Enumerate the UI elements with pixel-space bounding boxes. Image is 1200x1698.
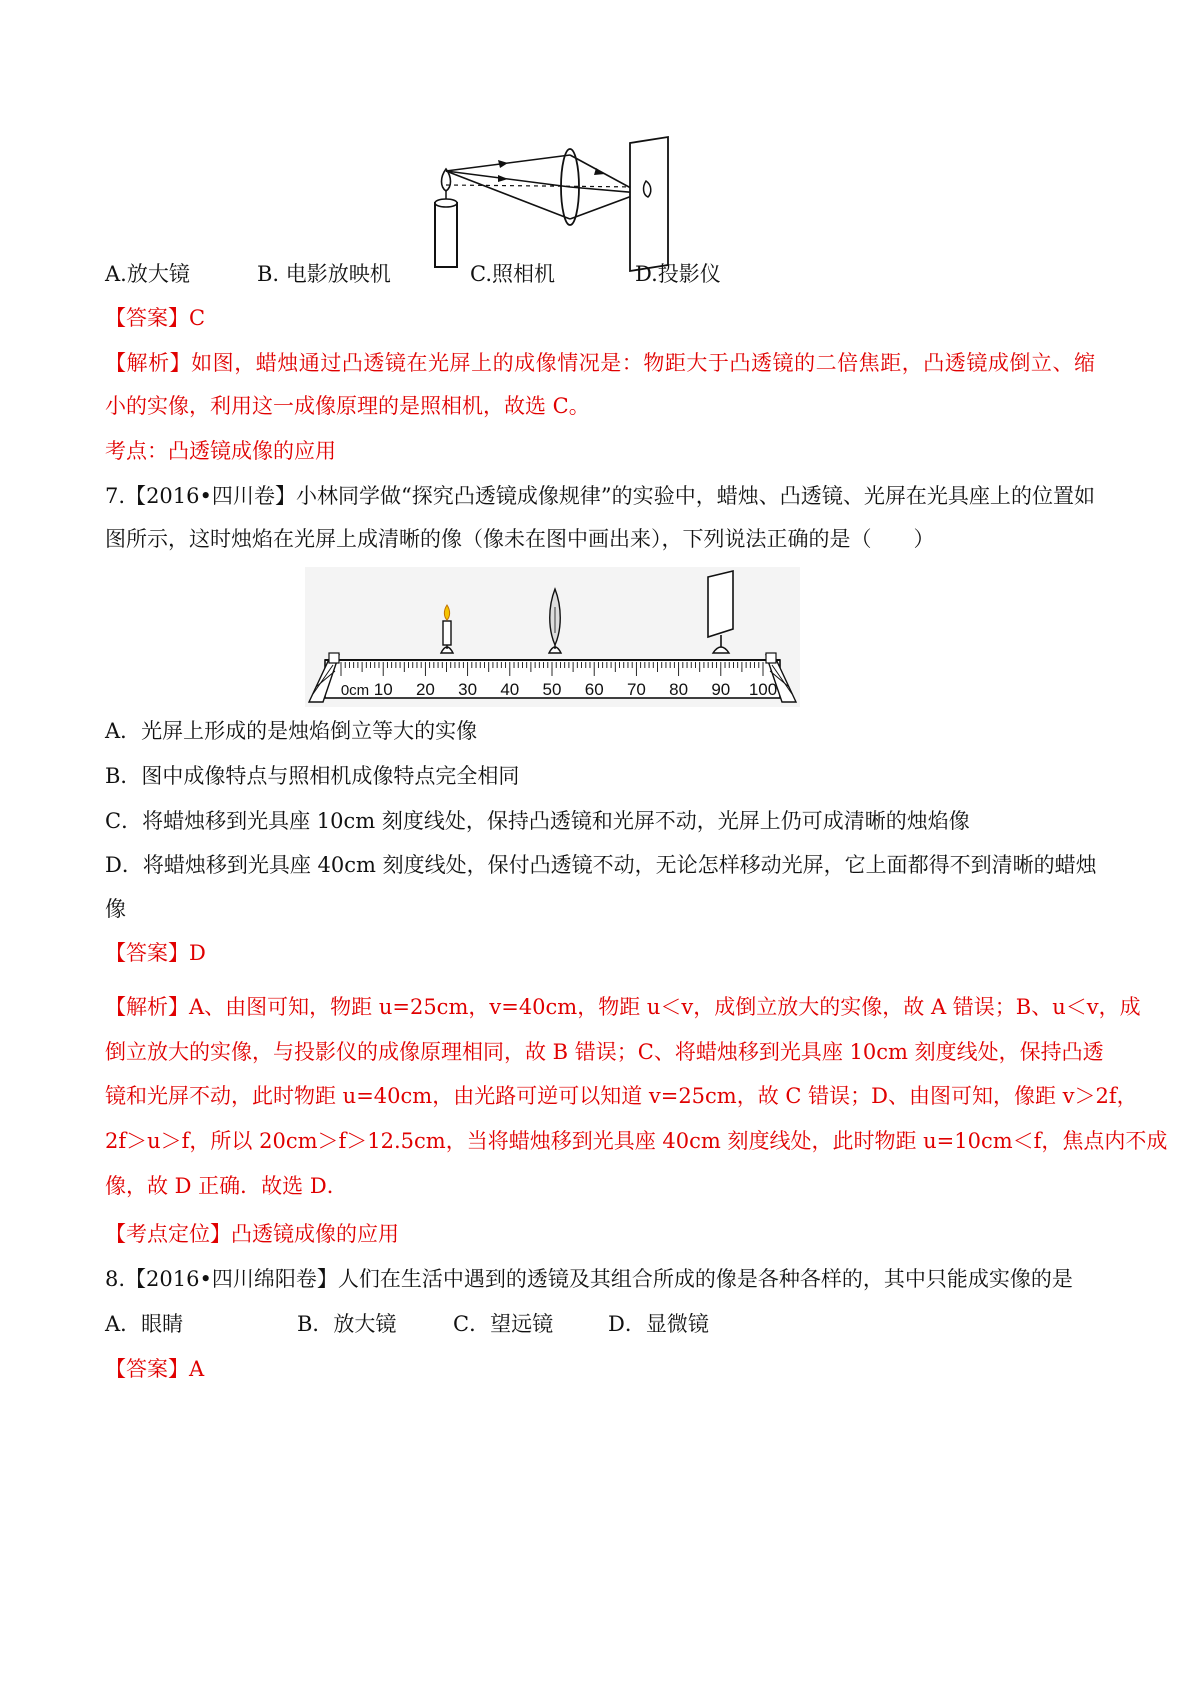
ruler-label: 80 <box>669 680 689 699</box>
q6-option-c: C.照相机 <box>470 262 555 286</box>
q7-analysis-line-4: 2f＞u＞f，所以 20cm＞f＞12.5cm，当将蜡烛移到光具座 40cm 刻度线处，此时物距 u=10cm＜f，焦点内不成 <box>105 1129 1168 1153</box>
optical-bench-figure <box>305 567 800 707</box>
q7-stem-line-2: 图所示，这时烛焰在光屏上成清晰的像（像未在图中画出来），下列说法正确的是（ ） <box>105 527 935 551</box>
q7-option-d-line-1: D．将蜡烛移到光具座 40cm 刻度线处，保付凸透镜不动，无论怎样移动光屏，它上面都得不到清晰的蜡烛 <box>105 853 1097 877</box>
ruler-label: 30 <box>458 680 478 699</box>
q7-analysis-line-1: 【解析】A、由图可知，物距 u=25cm，v=40cm，物距 u＜v，成倒立放大的实像，故 A 错误；B、u＜v，成 <box>105 995 1141 1019</box>
q7-analysis-line-2: 倒立放大的实像，与投影仪的成像原理相同，故 B 错误；C、将蜡烛移到光具座 10cm 刻度线处，保持凸透 <box>105 1040 1104 1064</box>
q8-option-b: B．放大镜 <box>297 1312 397 1336</box>
ruler-label: 60 <box>584 680 604 699</box>
ruler-label: 20 <box>415 680 435 699</box>
ruler-label: 0cm <box>340 682 370 699</box>
q7-analysis-line-5: 像，故 D 正确．故选 D． <box>105 1174 348 1198</box>
ruler-label: 50 <box>542 680 562 699</box>
lens-ray-diagram <box>430 135 680 275</box>
q6-analysis-line-1: 【解析】如图，蜡烛通过凸透镜在光屏上的成像情况是：物距大于凸透镜的二倍焦距，凸透镜成倒立、缩 <box>105 351 1095 375</box>
q7-option-d-line-2: 像 <box>105 897 126 921</box>
ruler-label: 90 <box>711 680 731 699</box>
ruler-label: 40 <box>500 680 520 699</box>
q7-stem-line-1: 7.【2016•四川卷】小林同学做“探究凸透镜成像规律”的实验中，蜡烛、凸透镜、光屏在光具座上的位置如 <box>105 484 1095 508</box>
q6-option-d: D.投影仪 <box>635 262 721 286</box>
q6-option-a: A.放大镜 <box>105 262 190 286</box>
q8-option-d: D．显微镜 <box>608 1312 709 1336</box>
q8-option-c: C．望远镜 <box>453 1312 554 1336</box>
ruler-label: 70 <box>626 680 646 699</box>
ruler-label: 10 <box>373 680 393 699</box>
q6-answer: 【答案】C <box>105 306 206 330</box>
q7-option-b: B．图中成像特点与照相机成像特点完全相同 <box>105 764 520 788</box>
q6-option-b: B. 电影放映机 <box>257 262 391 286</box>
q8-answer: 【答案】A <box>105 1357 205 1381</box>
q7-kaodian: 【考点定位】凸透镜成像的应用 <box>105 1222 399 1246</box>
q6-kaodian: 考点：凸透镜成像的应用 <box>105 439 336 463</box>
q8-stem: 8.【2016•四川绵阳卷】人们在生活中遇到的透镜及其组合所成的像是各种各样的，其中只能成实像的是 <box>105 1267 1073 1291</box>
q6-analysis-line-2: 小的实像，利用这一成像原理的是照相机，故选 C。 <box>105 394 590 418</box>
q7-answer: 【答案】D <box>105 941 206 965</box>
q8-option-a: A．眼睛 <box>105 1312 184 1336</box>
q7-analysis-line-3: 镜和光屏不动，此时物距 u=40cm，由光路可逆可以知道 v=25cm，故 C 错误；D、由图可知，像距 v＞2f， <box>105 1084 1138 1108</box>
ruler-label: 100 <box>748 680 778 699</box>
q7-option-c: C．将蜡烛移到光具座 10cm 刻度线处，保持凸透镜和光屏不动，光屏上仍可成清晰的烛焰像 <box>105 809 970 833</box>
q7-option-a: A．光屏上形成的是烛焰倒立等大的实像 <box>105 719 478 743</box>
